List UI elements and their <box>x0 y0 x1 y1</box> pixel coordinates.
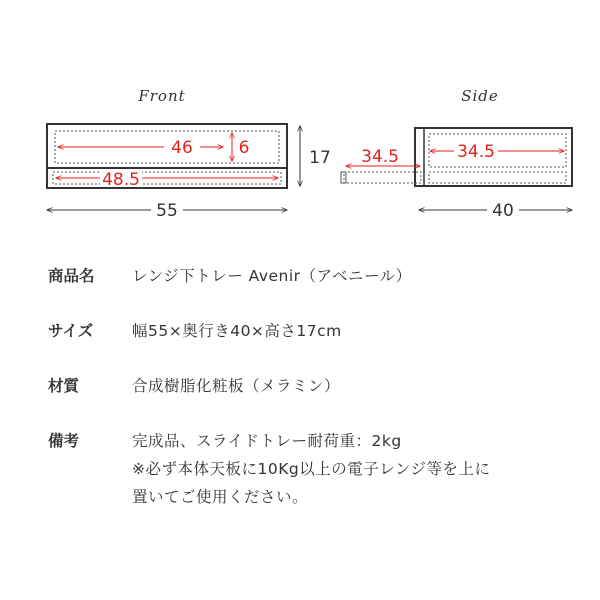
side-view-title: Side <box>461 87 499 105</box>
spec-label-size: サイズ <box>48 322 94 340</box>
front-inner-width-label: 46 <box>171 138 193 158</box>
overall-width-label: 55 <box>156 201 178 221</box>
side-pull-depth-label: 34.5 <box>361 147 399 167</box>
side-inner-depth-label: 34.5 <box>457 142 495 162</box>
front-outer-width-label: 48.5 <box>102 170 140 190</box>
spec-value-size: 幅55×奥行き40×高さ17cm <box>132 322 342 340</box>
spec-value-notes-line1: 完成品、スライドトレー耐荷重：2kg <box>132 432 402 450</box>
overall-depth-label: 40 <box>492 201 514 221</box>
front-view <box>47 124 287 190</box>
spec-label-notes: 備考 <box>48 432 80 450</box>
side-pulled-tray-front <box>341 172 346 183</box>
spec-label-product-name: 商品名 <box>48 267 95 285</box>
spec-label-material: 材質 <box>48 377 80 395</box>
spec-value-notes-line3: 置いてご使用ください。 <box>132 488 309 506</box>
spec-value-notes-line2: ※必ず本体天板に10Kg以上の電子レンジ等を上に <box>132 460 491 478</box>
front-inner-depth-label: 6 <box>238 138 250 158</box>
side-view <box>341 128 572 186</box>
front-view-title: Front <box>138 87 186 105</box>
side-tray-dotted <box>429 172 566 183</box>
dimension-diagram <box>0 0 600 230</box>
spec-value-product-name: レンジ下トレー Avenir（アベニール） <box>132 267 412 285</box>
spec-value-material: 合成樹脂化粧板（メラミン） <box>132 377 341 395</box>
height-label: 17 <box>309 148 331 168</box>
side-pulled-tray-dotted <box>344 172 421 183</box>
